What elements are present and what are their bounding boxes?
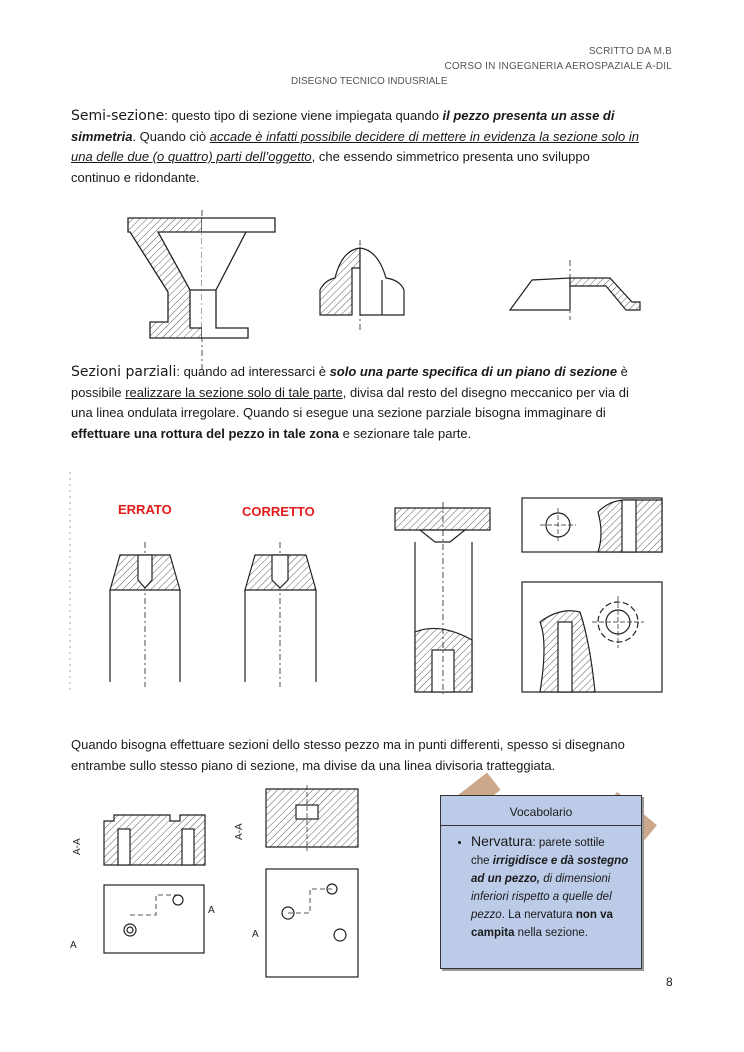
text: . La nervatura xyxy=(501,909,576,921)
text: Quando bisogna effettuare sezioni dello stesso pezzo ma in punti differenti, spesso si disegnano xyxy=(71,737,625,752)
vocabolario-title: Vocabolario xyxy=(509,805,573,819)
header-subject: DISEGNO TECNICO INDUSRIALE xyxy=(291,76,448,87)
text: è xyxy=(617,364,628,379)
errato-label: ERRATO xyxy=(118,502,172,517)
plate-partial-section-top xyxy=(522,498,662,552)
text: . Quando ciò xyxy=(132,128,210,144)
text: , divisa dal resto del disegno meccanico per via di xyxy=(342,384,629,400)
header-author: SCRITTO DA M.B xyxy=(588,46,672,57)
section-marker-a-2: A xyxy=(208,905,215,916)
errato-drawing xyxy=(110,542,180,687)
text: : questo tipo di sezione viene impiegata quando xyxy=(164,108,443,123)
section-marker-a-1: A xyxy=(70,940,77,951)
emphasis: ad un pezzo, xyxy=(471,873,540,885)
partial-section-drawings xyxy=(70,472,670,702)
vocabolario-entry xyxy=(471,832,641,942)
corretto-label: CORRETTO xyxy=(242,504,315,519)
semi-sezione-term: Semi-sezione xyxy=(71,108,165,124)
multi-plane-drawing-right xyxy=(234,785,358,977)
semi-sezione-paragraph xyxy=(71,106,671,188)
section-label-aa-right: A-A xyxy=(234,823,245,840)
divider xyxy=(441,825,641,826)
bold-text: non va xyxy=(575,909,613,921)
text: e sezionare tale parte. xyxy=(338,425,472,441)
text: possibile xyxy=(71,384,126,400)
emphasis: il pezzo presenta un asse di xyxy=(442,108,615,123)
text: che xyxy=(471,855,493,867)
bold-text: effettuare una rottura del pezzo in tale zona xyxy=(71,425,339,441)
header-course: CORSO IN INGEGNERIA AEROSPAZIALE A-DIL xyxy=(444,61,672,72)
text: , che essendo simmetrico presenta uno sviluppo xyxy=(311,149,590,164)
text: una linea ondulata irregolare. Quando si esegue una sezione parziale bisogna immaginare di xyxy=(71,405,606,420)
text: : quando ad interessarci è xyxy=(176,364,330,379)
text: nella sezione. xyxy=(514,927,588,939)
multi-plane-section-drawings xyxy=(70,785,430,985)
emphasis: solo una parte specifica di un piano di sezione xyxy=(329,364,618,379)
italic-text: pezzo xyxy=(471,909,502,921)
funnel-half-section xyxy=(128,210,275,370)
italic-text: inferiori rispetto a quelle del xyxy=(471,891,612,903)
sezioni-diverse-paragraph xyxy=(71,735,671,776)
bold-text: campita xyxy=(471,927,515,939)
underlined-text: una delle due (o quattro) parti dell’oggetto xyxy=(71,149,312,164)
section-label-aa-left: A-A xyxy=(72,838,83,855)
vocabolario-list xyxy=(441,832,641,942)
bolt-partial-section xyxy=(395,502,490,694)
emphasis: irrigidisce e dà sostegno xyxy=(492,855,629,867)
sezioni-parziali-paragraph xyxy=(71,362,671,444)
emphasis: simmetria xyxy=(71,128,133,144)
text: continuo e ridondante. xyxy=(71,169,200,185)
nervatura-term: Nervatura xyxy=(471,833,533,849)
plate-partial-section-bottom xyxy=(522,582,662,692)
half-section-drawings xyxy=(120,210,680,370)
multi-plane-drawing-left xyxy=(70,815,215,953)
vocabolario-card xyxy=(440,795,642,969)
page-number: 8 xyxy=(666,975,673,989)
dome-half-section xyxy=(320,240,404,330)
section-marker-a-3: A xyxy=(252,929,259,940)
italic-text: di dimensioni xyxy=(540,873,611,885)
underlined-text: realizzare la sezione solo di tale parte xyxy=(125,384,343,400)
corretto-drawing xyxy=(245,542,316,687)
sezioni-parziali-term: Sezioni parziali xyxy=(71,364,177,380)
text: entrambe sullo stesso piano di sezione, ma divise da una linea divisoria tratteggiata. xyxy=(71,757,556,773)
underlined-text: accade è infatti possibile decidere di mettere in evidenza la sezione solo in xyxy=(209,128,640,144)
lid-half-section xyxy=(510,260,640,320)
text: : parete sottile xyxy=(532,837,605,849)
